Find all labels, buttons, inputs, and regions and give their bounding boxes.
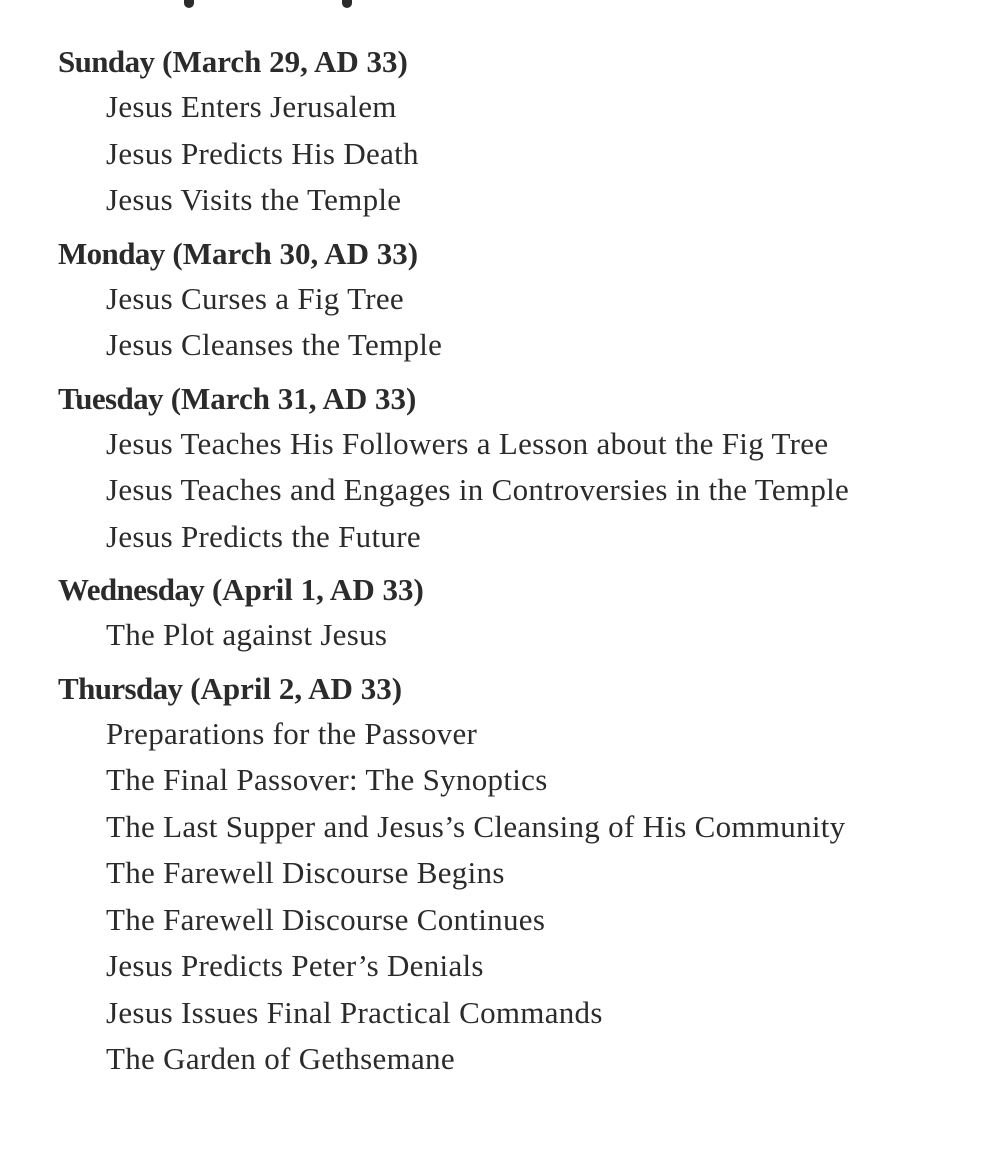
day-heading xyxy=(58,40,982,84)
toc-entry[interactable]: The Farewell Discourse Continues xyxy=(106,901,546,937)
toc-entry[interactable]: The Plot against Jesus xyxy=(106,617,388,652)
day-section-thursday xyxy=(58,667,982,1083)
toc-entry[interactable]: Jesus Predicts Peter’s Denials xyxy=(106,948,484,983)
toc-entry[interactable]: Jesus Enters Jerusalem xyxy=(106,89,397,124)
entry-list xyxy=(58,612,982,659)
cropped-glyph-descender xyxy=(184,0,194,8)
day-name: Tuesday xyxy=(58,380,163,416)
toc-entry[interactable]: Jesus Cleanses the Temple xyxy=(106,327,443,362)
toc-entry[interactable]: The Last Supper and Jesus’s Cleansing of His Community xyxy=(106,808,846,844)
cropped-previous-line xyxy=(184,0,352,8)
day-name: Thursday xyxy=(58,670,183,706)
day-heading xyxy=(58,667,982,711)
toc-entry[interactable]: Jesus Predicts His Death xyxy=(106,135,419,171)
toc-entry[interactable]: Preparations for the Passover xyxy=(106,715,478,751)
day-date: (March 29, AD 33) xyxy=(162,44,408,79)
toc-entry[interactable]: Jesus Issues Final Practical Commands xyxy=(106,994,603,1030)
day-section-monday xyxy=(58,232,982,369)
day-date: (April 2, AD 33) xyxy=(190,670,403,706)
entry-list xyxy=(58,711,982,1083)
day-name: Wednesday xyxy=(58,572,205,607)
day-section-sunday xyxy=(58,40,982,224)
day-date: (March 30, AD 33) xyxy=(172,235,419,271)
day-name: Sunday xyxy=(58,44,155,79)
toc-entry[interactable]: The Final Passover: The Synoptics xyxy=(106,762,548,797)
toc-entry[interactable]: Jesus Teaches and Engages in Controversies in the Temple xyxy=(106,472,850,507)
toc-entry[interactable]: Jesus Curses a Fig Tree xyxy=(106,280,404,316)
day-section-wednesday xyxy=(58,568,982,659)
toc-entry[interactable]: The Farewell Discourse Begins xyxy=(106,855,505,890)
day-heading xyxy=(58,377,982,421)
toc-entry[interactable]: The Garden of Gethsemane xyxy=(106,1041,455,1076)
toc-entry[interactable]: Jesus Predicts the Future xyxy=(106,518,421,554)
entry-list xyxy=(58,421,982,561)
day-heading xyxy=(58,232,982,276)
day-heading xyxy=(58,568,982,612)
toc-entry[interactable]: Jesus Visits the Temple xyxy=(106,182,402,217)
day-date: (April 1, AD 33) xyxy=(211,572,424,607)
entry-list xyxy=(58,84,982,224)
toc-entry[interactable]: Jesus Teaches His Followers a Lesson about the Fig Tree xyxy=(106,425,829,461)
table-of-contents xyxy=(58,40,982,1091)
day-date: (March 31, AD 33) xyxy=(170,380,417,416)
day-section-tuesday xyxy=(58,377,982,561)
cropped-glyph-descender xyxy=(342,0,352,8)
entry-list xyxy=(58,276,982,369)
day-name: Monday xyxy=(58,235,165,271)
